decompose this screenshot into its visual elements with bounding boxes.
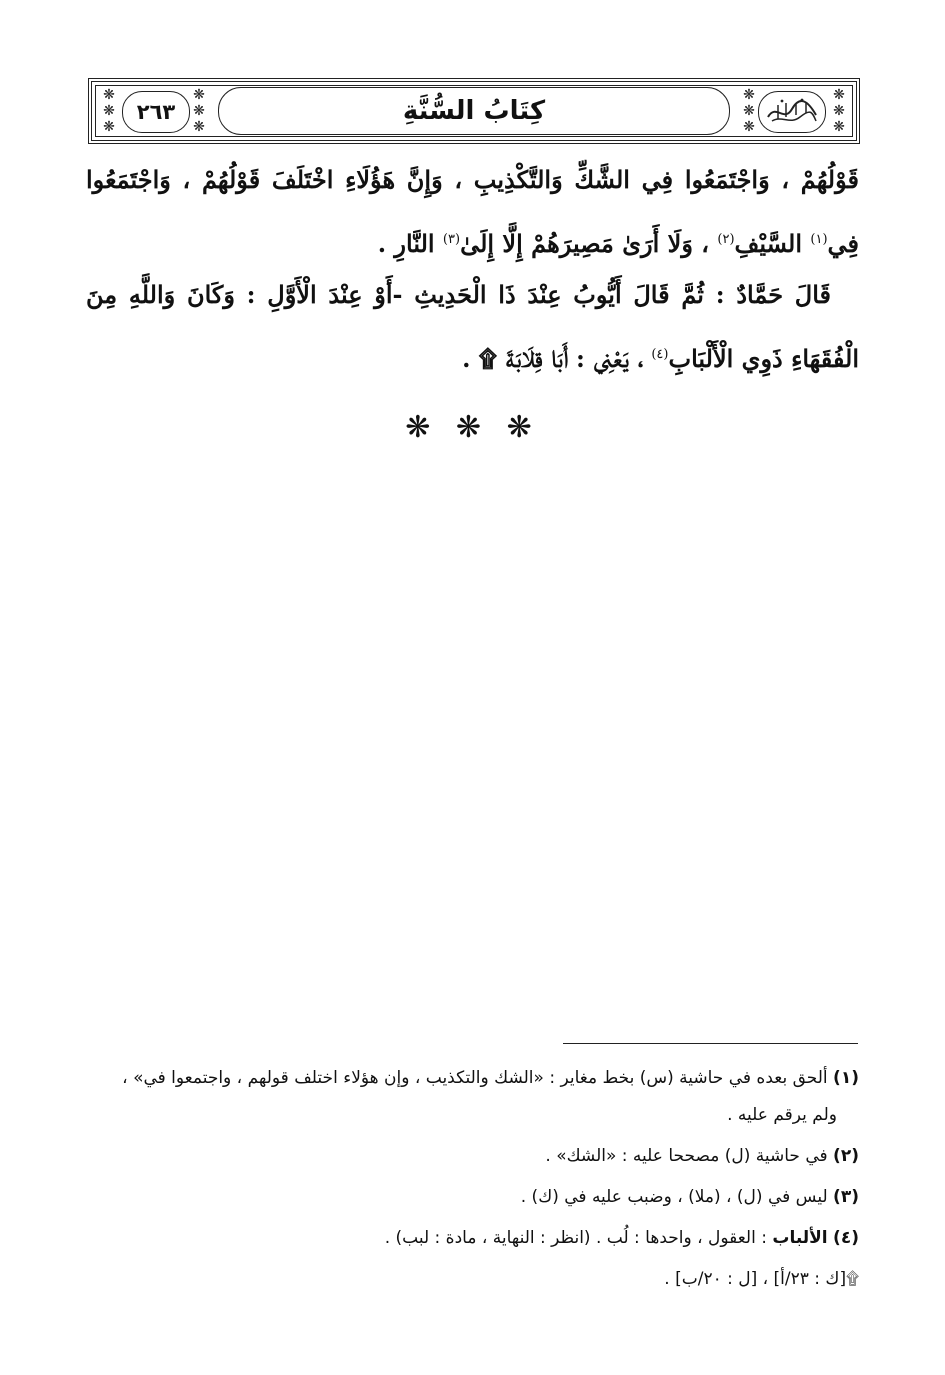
page-header — [88, 78, 860, 144]
footnote-ref-4[interactable]: (٤) — [651, 347, 669, 362]
footnote-1: (١) ألحق بعده في حاشية (س) بخط مغاير : «الشك والتكذيب ، وإن هؤلاء اختلف قولهم ، واجتمعوا في» ، ولم يرقم عليه . — [122, 1068, 859, 1125]
body-paragraph-2: قَالَ حَمَّادٌ : ثُمَّ قَالَ أَيُّوبُ عِنْدَ ذَا الْحَدِيثِ -أَوْ عِنْدَ الْأَوَّلِ : وَكَانَ وَاللَّهِ مِنَ الْفُقَهَاءِ ذَوِي الْأَلْبَابِ$^{(٤)}$ ، يَعْنِي : أَبَا قِلَابَةَ ۩ . — [86, 280, 859, 373]
book-title: كِتَابُ السُّنَّةِ — [218, 87, 730, 135]
page-number: ٢٦٣ — [122, 91, 190, 133]
header-ornament-right-outer: ❋ ❋ ❋ — [833, 87, 845, 135]
seal-calligraphy-icon — [762, 95, 822, 129]
footnote-2: (٢) في حاشية (ل) مصححا عليه : «الشك» . — [545, 1146, 859, 1166]
footnote-3: (٣) ليس في (ل) ، (ملا) ، وضبب عليه في (ك) . — [520, 1187, 859, 1207]
footnote-ref-1[interactable]: (١) — [810, 232, 828, 247]
footnote-manuscript-refs: ۩[ك : ٢٣/أ] ، [ل : ٢٠/ب] . — [664, 1269, 859, 1289]
section-separator: ❋ ❋ ❋ — [405, 410, 540, 445]
footnote-ref-3[interactable]: (٣) — [442, 232, 461, 247]
footnote-4: (٤) الألباب : العقول ، واحدها : لُب . (انظر : النهاية ، مادة : لبب) . — [384, 1228, 859, 1248]
footnote-divider — [563, 1043, 858, 1044]
footnotes — [86, 1060, 859, 1302]
header-ornament-left-outer: ❋ ❋ ❋ — [103, 87, 115, 135]
footnote-ref-2[interactable]: (٢) — [717, 232, 735, 247]
header-ornament-right-inner: ❋ ❋ ❋ — [743, 87, 755, 135]
body-paragraph-1: قَوْلُهُمْ ، وَاجْتَمَعُوا فِي الشَّكِّ وَالتَّكْذِيبِ ، وَإِنَّ هَؤُلَاءِ اخْتَلَفَ قَوْلُهُمْ ، وَاجْتَمَعُوا فِي$^{(١)}$ السَّيْفِ$^{(٢)}$ ، وَلَا أَرَىٰ مَصِيرَهُمْ إِلَّا إِلَىٰ$^{(٣)}$ النَّارِ . — [86, 165, 859, 258]
header-ornament-left-inner: ❋ ❋ ❋ — [193, 87, 205, 135]
publisher-seal — [758, 91, 826, 133]
